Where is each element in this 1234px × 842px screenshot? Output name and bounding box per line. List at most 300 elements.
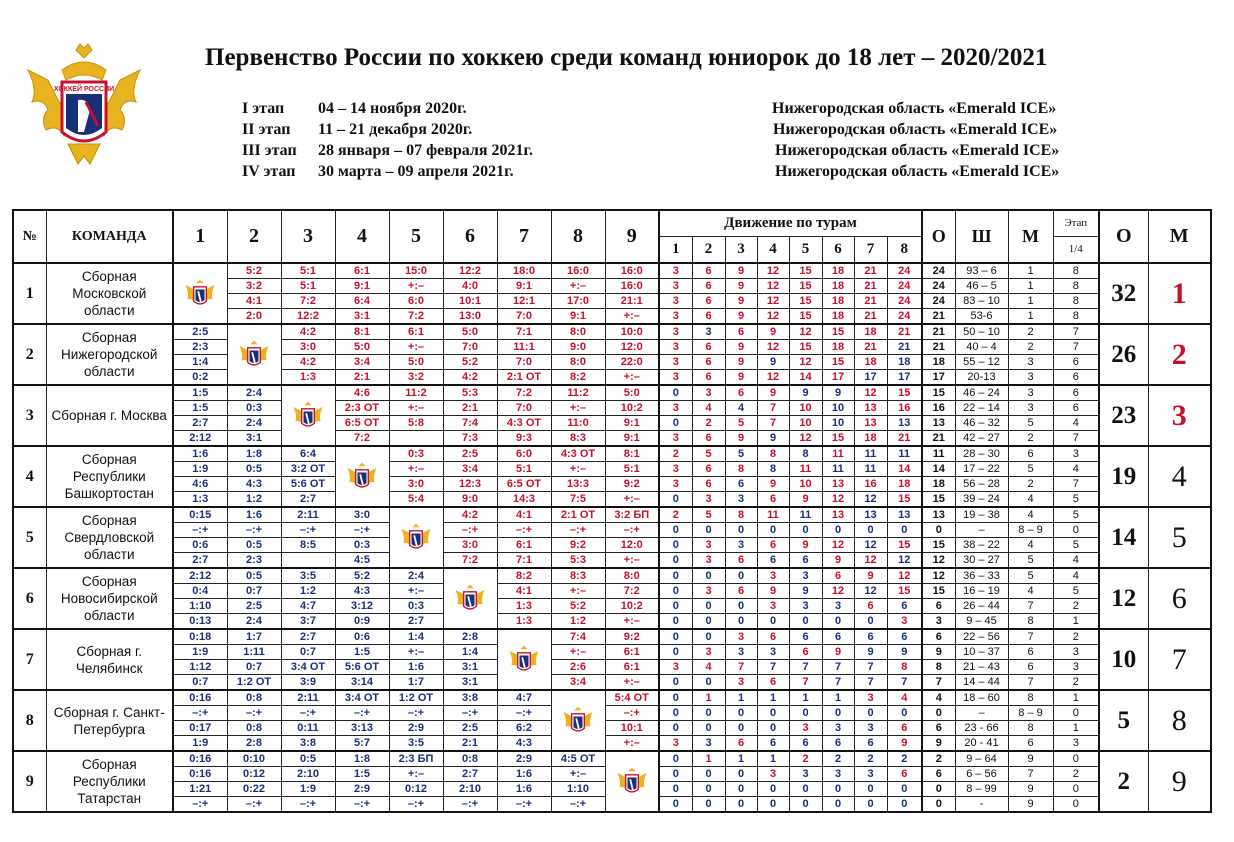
- stage-2-location: Нижегородская область «Emerald ICE»: [773, 121, 1058, 138]
- goals-cell: 46 – 32: [955, 416, 1008, 431]
- col-7-header: 7: [497, 210, 551, 263]
- score-cell: 2:7: [389, 614, 443, 630]
- tour-points-cell: 6: [757, 538, 789, 553]
- score-cell: 0:15: [173, 507, 227, 523]
- tour-points-cell: 12: [757, 309, 789, 325]
- diagonal-logo-icon: [389, 507, 443, 568]
- stage-bonus-cell: 0: [1053, 523, 1099, 538]
- stage-place-cell: 8 – 9: [1008, 706, 1053, 721]
- stage-points-cell: 15: [922, 492, 955, 508]
- total-points: 12: [1099, 568, 1148, 629]
- score-cell: 1:3: [281, 370, 335, 386]
- tour-points-cell: 7: [757, 416, 789, 431]
- score-cell: 4:7: [281, 599, 335, 614]
- tour-points-cell: 3: [757, 645, 789, 660]
- score-cell: 0:5: [227, 568, 281, 584]
- tour-points-cell: 3: [789, 721, 822, 736]
- stage-points-cell: 0: [922, 523, 955, 538]
- stage-points-cell: 24: [922, 263, 955, 279]
- score-cell: 1:6: [497, 782, 551, 797]
- tour-points-cell: 6: [887, 599, 922, 614]
- tour-points-cell: 6: [757, 736, 789, 752]
- score-cell: –:+: [443, 706, 497, 721]
- score-cell: 1:5: [173, 385, 227, 401]
- score-cell: 1:5: [173, 401, 227, 416]
- stage-bonus-cell: 0: [1053, 706, 1099, 721]
- score-cell: 5:0: [443, 324, 497, 340]
- goals-cell: 46 – 5: [955, 279, 1008, 294]
- tour-points-cell: 9: [725, 355, 757, 370]
- tour-points-cell: 3: [822, 599, 854, 614]
- stage-points-cell: 18: [922, 355, 955, 370]
- tour-points-cell: 3: [659, 263, 692, 279]
- stage-2-dates: II этап 11 – 21 декабря 2020г.: [242, 121, 473, 138]
- score-cell: 0:4: [173, 584, 227, 599]
- tour-points-cell: 9: [789, 538, 822, 553]
- score-cell: –:+: [551, 523, 605, 538]
- score-cell: 0:5: [281, 751, 335, 767]
- stage-points-cell: 2: [922, 751, 955, 767]
- score-cell: 1:11: [227, 645, 281, 660]
- score-cell: 3:0: [443, 538, 497, 553]
- tour-points-cell: 0: [789, 523, 822, 538]
- stage-bonus-cell: 6: [1053, 385, 1099, 401]
- team-name: Сборная Республики Татарстан: [46, 751, 173, 812]
- diagonal-logo-icon: [173, 263, 227, 324]
- score-cell: 22:0: [605, 355, 659, 370]
- score-cell: 0:3: [227, 401, 281, 416]
- score-cell: 7:0: [497, 401, 551, 416]
- score-cell: 0:11: [281, 721, 335, 736]
- tour-points-cell: 0: [757, 614, 789, 630]
- col-no-header: №: [13, 210, 46, 263]
- score-cell: 10:1: [605, 721, 659, 736]
- tour-points-cell: 3: [725, 645, 757, 660]
- score-cell: 9:1: [551, 309, 605, 325]
- tour-points-cell: 3: [757, 568, 789, 584]
- tour-points-cell: 0: [659, 675, 692, 691]
- tour-points-cell: 1: [725, 751, 757, 767]
- tour-points-cell: 8: [757, 462, 789, 477]
- score-cell: 5:0: [389, 355, 443, 370]
- tour-points-cell: 6: [725, 385, 757, 401]
- tour-points-cell: 9: [822, 645, 854, 660]
- score-cell: –:+: [281, 706, 335, 721]
- page-title: Первенство России по хоккею среди команд юниорок до 18 лет – 2020/2021: [205, 44, 1048, 71]
- tour-points-cell: 0: [822, 706, 854, 721]
- score-cell: 3:0: [335, 507, 389, 523]
- stage-bonus-cell: 0: [1053, 797, 1099, 813]
- tour-points-cell: 8: [725, 507, 757, 523]
- score-cell: 3:2 ОТ: [281, 462, 335, 477]
- score-cell: 8:2: [497, 568, 551, 584]
- stage-points-cell: 21: [922, 340, 955, 355]
- tour-points-cell: 0: [659, 385, 692, 401]
- stage-bonus-cell: 4: [1053, 568, 1099, 584]
- score-cell: 7:0: [443, 340, 497, 355]
- tour-points-cell: 1: [757, 690, 789, 706]
- tour-points-cell: 0: [659, 797, 692, 813]
- score-cell: 2:5: [227, 599, 281, 614]
- score-cell: +:–: [389, 645, 443, 660]
- tour-points-cell: 10: [822, 401, 854, 416]
- stage-bonus-cell: 6: [1053, 355, 1099, 370]
- score-cell: –:+: [335, 797, 389, 813]
- score-cell: 1:6: [227, 507, 281, 523]
- score-cell: 1:9: [173, 462, 227, 477]
- tour-points-cell: 9: [757, 355, 789, 370]
- tour-points-cell: 3: [692, 324, 725, 340]
- tour-points-cell: 5: [692, 446, 725, 462]
- col-total-m-header: М: [1148, 210, 1211, 263]
- score-cell: 9:2: [605, 629, 659, 645]
- stage-bonus-cell: 4: [1053, 553, 1099, 569]
- tour-points-cell: 15: [789, 294, 822, 309]
- tour-points-cell: 4: [887, 690, 922, 706]
- team-number: 8: [13, 690, 46, 751]
- stage-bonus-cell: 2: [1053, 767, 1099, 782]
- score-cell: 8:2: [551, 370, 605, 386]
- tour-points-cell: 9: [822, 385, 854, 401]
- tour-points-cell: 5: [692, 507, 725, 523]
- tour-points-cell: 3: [659, 370, 692, 386]
- tour-points-cell: 3: [659, 355, 692, 370]
- score-cell: 0:8: [443, 751, 497, 767]
- score-cell: 7:2: [605, 584, 659, 599]
- score-cell: 3:9: [281, 675, 335, 691]
- score-cell: 10:0: [605, 324, 659, 340]
- score-cell: 8:3: [551, 431, 605, 447]
- tour-points-cell: 12: [789, 324, 822, 340]
- score-cell: 5:1: [605, 462, 659, 477]
- tour-points-cell: 0: [854, 706, 887, 721]
- score-cell: 3:2: [227, 279, 281, 294]
- stage-bonus-cell: 2: [1053, 675, 1099, 691]
- tour-7-header: 7: [854, 236, 887, 263]
- tour-points-cell: 10: [789, 416, 822, 431]
- score-cell: 14:3: [497, 492, 551, 508]
- stage-3-dates: III этап 28 января – 07 февраля 2021г.: [242, 142, 534, 159]
- stage-place-cell: 6: [1008, 446, 1053, 462]
- score-cell: 2:1: [443, 401, 497, 416]
- stage-bonus-cell: 8: [1053, 263, 1099, 279]
- tour-points-cell: 9: [887, 645, 922, 660]
- score-cell: 8:0: [551, 355, 605, 370]
- tour-points-cell: 7: [757, 401, 789, 416]
- tour-points-cell: 12: [854, 492, 887, 508]
- stage-place-cell: 6: [1008, 660, 1053, 675]
- tour-points-cell: 0: [659, 782, 692, 797]
- stage-points-cell: 21: [922, 324, 955, 340]
- tour-points-cell: 11: [789, 507, 822, 523]
- score-cell: [389, 431, 443, 447]
- tour-points-cell: 0: [659, 538, 692, 553]
- col-1-header: 1: [173, 210, 227, 263]
- score-cell: 2:1 ОТ: [551, 507, 605, 523]
- score-cell: 1:5: [335, 645, 389, 660]
- tour-points-cell: 15: [822, 355, 854, 370]
- score-cell: 6:4: [335, 294, 389, 309]
- tour-points-cell: 0: [725, 706, 757, 721]
- tour-points-cell: 6: [854, 736, 887, 752]
- team-name: Сборная Новосибирской области: [46, 568, 173, 629]
- diagonal-logo-icon: [227, 324, 281, 385]
- stage-place-cell: 1: [1008, 263, 1053, 279]
- stage-bonus-cell: 1: [1053, 721, 1099, 736]
- tour-points-cell: 6: [692, 263, 725, 279]
- score-cell: –:+: [443, 797, 497, 813]
- score-cell: 1:2: [281, 584, 335, 599]
- score-cell: 3:4: [551, 675, 605, 691]
- tour-points-cell: 15: [822, 324, 854, 340]
- tour-points-cell: 12: [757, 370, 789, 386]
- score-cell: 6:2: [497, 721, 551, 736]
- tour-points-cell: 9: [757, 477, 789, 492]
- tour-points-cell: 0: [725, 614, 757, 630]
- goals-cell: -: [955, 797, 1008, 813]
- col-stage-header: Этап: [1053, 210, 1099, 236]
- col-6-header: 6: [443, 210, 497, 263]
- stage-points-cell: 6: [922, 599, 955, 614]
- tour-points-cell: 9: [725, 294, 757, 309]
- score-cell: 2:1 ОТ: [497, 370, 551, 386]
- tour-points-cell: 21: [854, 340, 887, 355]
- score-cell: +:–: [605, 309, 659, 325]
- score-cell: 1:5: [335, 767, 389, 782]
- tour-points-cell: 18: [887, 355, 922, 370]
- stage-place-cell: 4: [1008, 538, 1053, 553]
- tour-points-cell: 11: [854, 446, 887, 462]
- tour-points-cell: 21: [854, 263, 887, 279]
- team-name: Сборная Свердловской области: [46, 507, 173, 568]
- team-number: 2: [13, 324, 46, 385]
- stage-points-cell: 21: [922, 309, 955, 325]
- score-cell: 3:5: [389, 736, 443, 752]
- team-name: Сборная Республики Башкортостан: [46, 446, 173, 507]
- col-3-header: 3: [281, 210, 335, 263]
- stage-points-cell: 14: [922, 462, 955, 477]
- stage-bonus-cell: 3: [1053, 446, 1099, 462]
- score-cell: 4:2: [443, 507, 497, 523]
- tour-points-cell: 21: [854, 294, 887, 309]
- team-number: 7: [13, 629, 46, 690]
- tour-points-cell: 7: [887, 675, 922, 691]
- diagonal-logo-icon: [605, 751, 659, 812]
- stage-bonus-cell: 7: [1053, 477, 1099, 492]
- tour-points-cell: 9: [725, 263, 757, 279]
- score-cell: 0:16: [173, 767, 227, 782]
- tour-points-cell: 0: [659, 751, 692, 767]
- score-cell: 12:0: [605, 340, 659, 355]
- score-cell: 2:8: [443, 629, 497, 645]
- total-points: 23: [1099, 385, 1148, 446]
- tour-points-cell: 7: [725, 660, 757, 675]
- tour-points-cell: 12: [757, 263, 789, 279]
- score-cell: 2:7: [173, 553, 227, 569]
- tour-points-cell: 9: [757, 431, 789, 447]
- score-cell: 1:2: [551, 614, 605, 630]
- score-cell: 6:5 ОТ: [335, 416, 389, 431]
- tour-points-cell: 3: [789, 767, 822, 782]
- score-cell: 7:2: [281, 294, 335, 309]
- final-place: 5: [1148, 507, 1211, 568]
- score-cell: 0:6: [335, 629, 389, 645]
- goals-cell: 56 – 28: [955, 477, 1008, 492]
- score-cell: 16:0: [551, 263, 605, 279]
- stage-place-cell: 7: [1008, 599, 1053, 614]
- tour-points-cell: 3: [854, 690, 887, 706]
- score-cell: 7:5: [551, 492, 605, 508]
- score-cell: –:+: [497, 523, 551, 538]
- tour-points-cell: 9: [822, 553, 854, 569]
- score-cell: 1:3: [173, 492, 227, 508]
- tour-points-cell: 9: [725, 431, 757, 447]
- tour-points-cell: 13: [822, 477, 854, 492]
- tour-points-cell: 0: [659, 706, 692, 721]
- score-cell: 3:4: [335, 355, 389, 370]
- stage-bonus-cell: 1: [1053, 690, 1099, 706]
- team-number: 6: [13, 568, 46, 629]
- score-cell: 12:0: [605, 538, 659, 553]
- score-cell: 0:6: [173, 538, 227, 553]
- goals-cell: 9 – 64: [955, 751, 1008, 767]
- tour-points-cell: 6: [789, 736, 822, 752]
- tour-points-cell: 0: [692, 797, 725, 813]
- stage-place-cell: 8: [1008, 721, 1053, 736]
- score-cell: 2:6: [551, 660, 605, 675]
- stage-bonus-cell: 8: [1053, 309, 1099, 325]
- tour-points-cell: 3: [659, 309, 692, 325]
- tour-points-cell: 0: [725, 782, 757, 797]
- score-cell: 2:12: [173, 431, 227, 447]
- stage-points-cell: 17: [922, 370, 955, 386]
- goals-cell: 93 – 6: [955, 263, 1008, 279]
- tour-points-cell: 21: [854, 279, 887, 294]
- score-cell: 0:16: [173, 751, 227, 767]
- tour-points-cell: 6: [789, 645, 822, 660]
- tour-points-cell: 12: [789, 355, 822, 370]
- tour-points-cell: 9: [725, 309, 757, 325]
- stage-points-cell: 16: [922, 401, 955, 416]
- tour-points-cell: 16: [887, 401, 922, 416]
- stage-place-cell: 5: [1008, 568, 1053, 584]
- team-number: 5: [13, 507, 46, 568]
- score-cell: 8:1: [335, 324, 389, 340]
- goals-cell: –: [955, 523, 1008, 538]
- score-cell: 12:1: [497, 294, 551, 309]
- score-cell: 4:2: [281, 324, 335, 340]
- stage-bonus-cell: 3: [1053, 645, 1099, 660]
- score-cell: +:–: [605, 675, 659, 691]
- stage-points-cell: 3: [922, 614, 955, 630]
- stage-bonus-cell: 0: [1053, 782, 1099, 797]
- score-cell: 6:1: [497, 538, 551, 553]
- tour-points-cell: 7: [789, 675, 822, 691]
- tour-points-cell: 9: [789, 584, 822, 599]
- tour-points-cell: 2: [822, 751, 854, 767]
- stage-bonus-cell: 2: [1053, 629, 1099, 645]
- total-points: 32: [1099, 263, 1148, 324]
- tour-points-cell: 0: [757, 797, 789, 813]
- tour-points-cell: 3: [725, 492, 757, 508]
- tour-points-cell: 4: [692, 401, 725, 416]
- tour-points-cell: 1: [692, 751, 725, 767]
- stage-bonus-cell: 3: [1053, 660, 1099, 675]
- tour-points-cell: 0: [725, 599, 757, 614]
- tour-points-cell: 8: [789, 446, 822, 462]
- tour-points-cell: 3: [692, 736, 725, 752]
- score-cell: 21:1: [605, 294, 659, 309]
- score-cell: 3:14: [335, 675, 389, 691]
- tour-points-cell: 6: [725, 477, 757, 492]
- tour-points-cell: 15: [789, 263, 822, 279]
- tour-points-cell: 24: [887, 279, 922, 294]
- stage-points-cell: 12: [922, 568, 955, 584]
- tour-points-cell: 0: [757, 721, 789, 736]
- score-cell: 13:3: [551, 477, 605, 492]
- tour-points-cell: 3: [757, 599, 789, 614]
- tour-points-cell: 13: [822, 507, 854, 523]
- score-cell: 0:22: [227, 782, 281, 797]
- score-cell: 1:7: [389, 675, 443, 691]
- goals-cell: 14 – 44: [955, 675, 1008, 691]
- score-cell: –:+: [389, 706, 443, 721]
- stage-place-cell: 6: [1008, 736, 1053, 752]
- tour-points-cell: 1: [789, 690, 822, 706]
- tour-points-cell: 21: [887, 324, 922, 340]
- tour-points-cell: 16: [854, 477, 887, 492]
- tour-points-cell: 6: [757, 629, 789, 645]
- stage-place-cell: 8: [1008, 614, 1053, 630]
- score-cell: 8:1: [605, 446, 659, 462]
- score-cell: 2:8: [227, 736, 281, 752]
- score-cell: 3:8: [281, 736, 335, 752]
- score-cell: 3:4 ОТ: [281, 660, 335, 675]
- tour-points-cell: 21: [854, 309, 887, 325]
- score-cell: 1:8: [335, 751, 389, 767]
- tour-points-cell: 6: [757, 492, 789, 508]
- score-cell: 15:0: [389, 263, 443, 279]
- score-cell: 9:2: [605, 477, 659, 492]
- tour-points-cell: 0: [789, 782, 822, 797]
- score-cell: 4:5 ОТ: [551, 751, 605, 767]
- tour-points-cell: 15: [789, 279, 822, 294]
- score-cell: 2:0: [227, 309, 281, 325]
- score-cell: 2:7: [173, 416, 227, 431]
- score-cell: 2:9: [389, 721, 443, 736]
- goals-cell: 10 – 37: [955, 645, 1008, 660]
- tour-points-cell: 15: [887, 584, 922, 599]
- score-cell: 3:4 ОТ: [335, 690, 389, 706]
- score-cell: –:+: [497, 797, 551, 813]
- tour-points-cell: 3: [692, 645, 725, 660]
- final-place: 8: [1148, 690, 1211, 751]
- score-cell: 0:7: [173, 675, 227, 691]
- score-cell: 2:11: [281, 690, 335, 706]
- tour-points-cell: 6: [692, 340, 725, 355]
- score-cell: 0:7: [227, 660, 281, 675]
- score-cell: 9:0: [551, 340, 605, 355]
- score-cell: 2:10: [443, 782, 497, 797]
- tour-points-cell: 6: [692, 477, 725, 492]
- goals-cell: 17 – 22: [955, 462, 1008, 477]
- score-cell: +:–: [389, 401, 443, 416]
- tour-points-cell: 9: [757, 324, 789, 340]
- tour-points-cell: 3: [822, 767, 854, 782]
- tour-points-cell: 17: [822, 370, 854, 386]
- tour-8-header: 8: [887, 236, 922, 263]
- stage-place-cell: 5: [1008, 462, 1053, 477]
